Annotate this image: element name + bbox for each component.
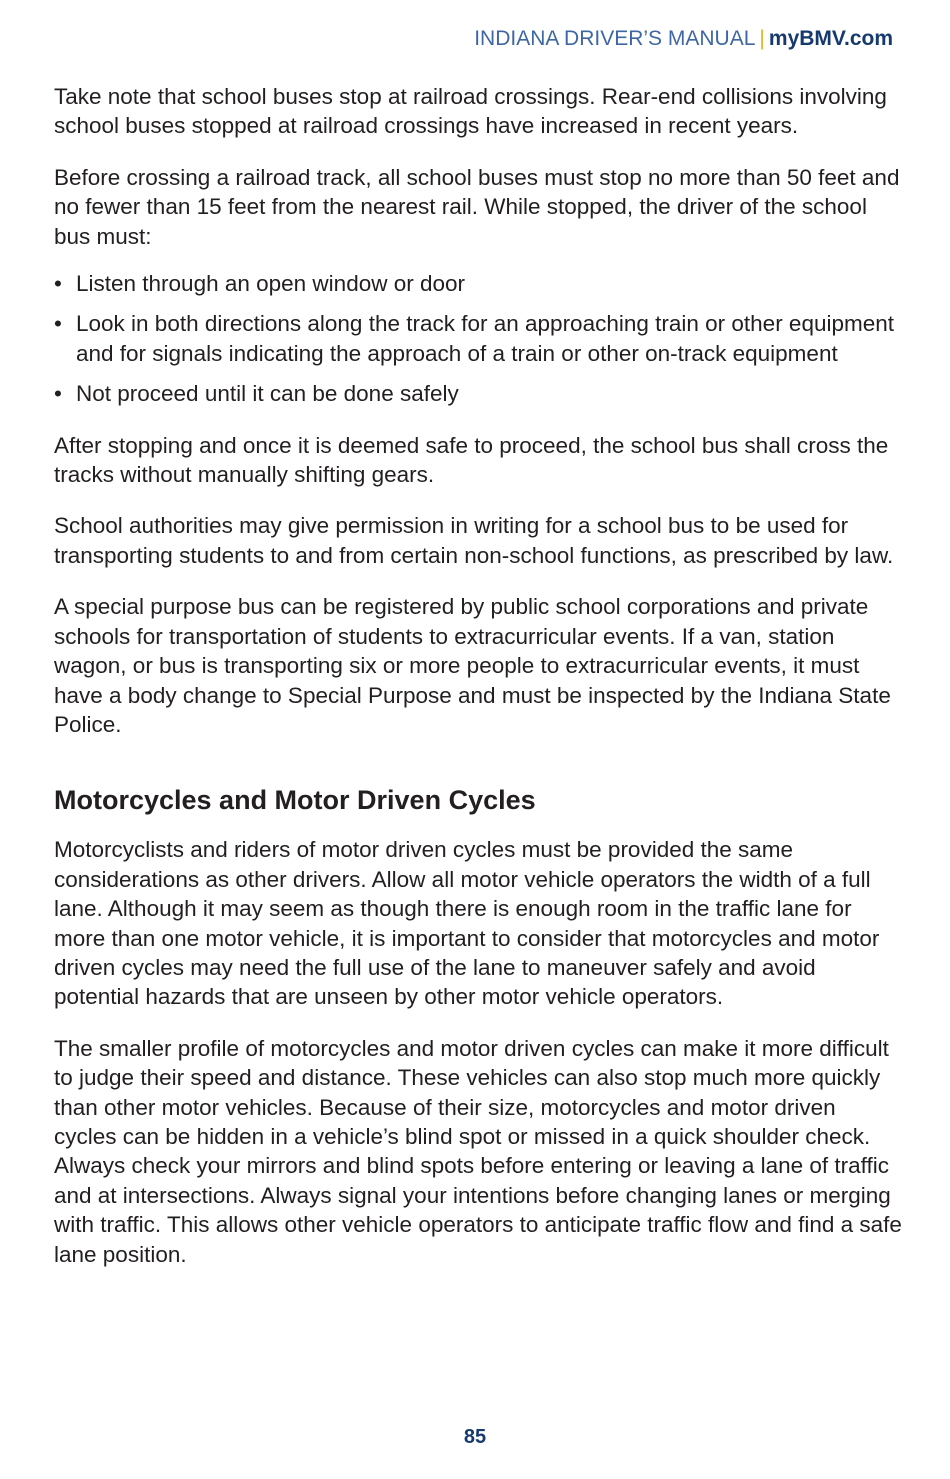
list-item-text: Look in both directions along the track for an approaching train or other equipment and for signals indicating the approach of a train or other on-track equipment: [76, 311, 895, 366]
list-item-text: Not proceed until it can be done safely: [76, 381, 459, 407]
manual-title: INDIANA DRIVER’S MANUAL: [474, 27, 756, 50]
list-item: [54, 269, 904, 298]
paragraph-school-bus-railroad: Take note that school buses stop at railroad crossings. Rear-end collisions involving school buses stopped at railroad crossings have increased in recent years.: [54, 84, 887, 139]
paragraph-after-stopping: After stopping and once it is deemed safe to proceed, the school bus shall cross the tracks without manually shifting gears.: [54, 432, 889, 488]
page-header: [474, 25, 893, 53]
page-content: [54, 82, 904, 1291]
bullet-icon: •: [54, 381, 62, 407]
bullet-icon: •: [54, 311, 62, 337]
paragraph-school-authorities: School authorities may give permission in writing for a school bus to be used for transporting students to and from certain non-school functions, as prescribed by law.: [54, 513, 894, 568]
paragraph-motorcyclists: Motorcyclists and riders of motor driven cycles must be provided the same considerations as other drivers. Allow all motor vehicle operators the width of a full lane. Although it may seem as though there is enough room in the traffic lane for more than one motor vehicle, it is important to consider that motorcycles and motor driven cycles may need the full use of the lane to maneuver safely and avoid potential hazards that are unseen by other motor vehicle operators.: [54, 837, 880, 1010]
site-link[interactable]: myBMV.com: [768, 27, 893, 50]
header-separator: |: [759, 27, 765, 50]
bullet-icon: •: [54, 271, 62, 297]
list-item: [54, 379, 904, 408]
paragraph-smaller-profile: The smaller profile of motorcycles and motor driven cycles can make it more difficult to judge their speed and distance. These vehicles can also stop much more quickly than other motor vehicles. Because of their size, motorcycles and motor driven cycles can be hidden in a vehicle’s blind spot or missed in a quick shoulder check. Always check your mirrors and blind spots before entering or leaving a lane of traffic and at intersections. Always signal your intentions before changing lanes or merging with traffic. This allows other vehicle operators to anticipate traffic flow and find a safe lane position.: [54, 1035, 902, 1267]
section-heading: Motorcycles and Motor Driven Cycles: [54, 785, 536, 816]
list-item-text: Listen through an open window or door: [76, 271, 466, 297]
page-number: 85: [463, 1426, 487, 1448]
paragraph-crossing-rules: Before crossing a railroad track, all school buses must stop no more than 50 feet and no fewer than 15 feet from the nearest rail. While stopped, the driver of the school bus must:: [54, 164, 900, 249]
list-item: [54, 309, 904, 368]
paragraph-special-purpose-bus: A special purpose bus can be registered by public school corporations and private schools for transportation of students to extracurricular events. If a van, station wagon, or bus is transporting six or more people to extracurricular events, it must have a body change to Special Purpose and must be inspected by the Indiana State Police.: [54, 594, 891, 737]
bullet-list: [54, 269, 904, 409]
